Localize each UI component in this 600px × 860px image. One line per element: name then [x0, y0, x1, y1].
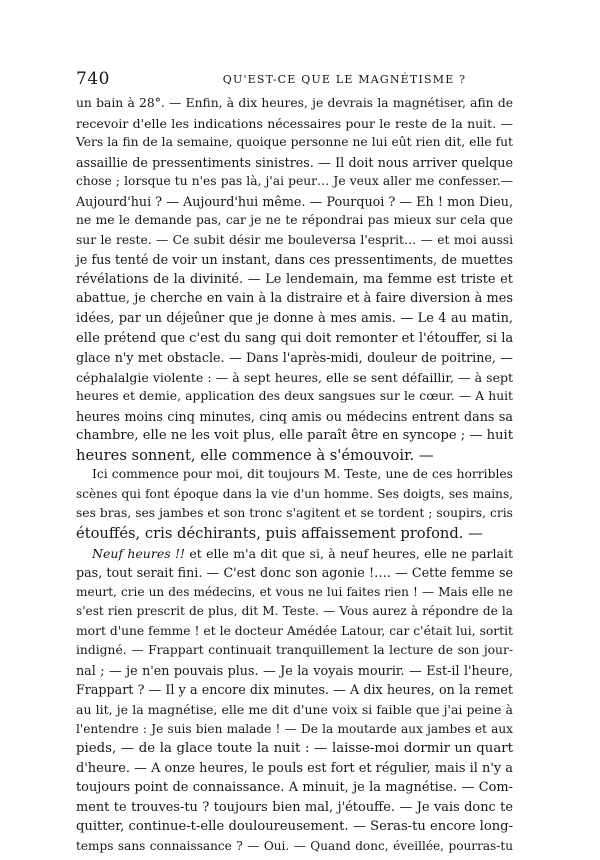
line-text: heures sonnent, elle commence à s'émouvoir. —: [76, 446, 434, 464]
page-header: [76, 70, 513, 88]
line-text: heures moins cinq minutes, cinq amis ou médecins entrent dans sa: [76, 408, 513, 424]
line-text: abattue, je cherche en vain à la distraire et à faire diversion à mes: [76, 291, 513, 307]
text-line: [76, 465, 513, 485]
text-line: [76, 563, 513, 583]
line-text: quitter, continue-t-elle douloureusement. — Seras-tu encore long-: [76, 819, 513, 835]
line-text: et elle m'a dit que si, à neuf heures, elle ne parlait: [185, 545, 514, 561]
line-text: Aujourd'hui ? — Aujourd'hui même. — Pourquoi ? — Eh ! mon Dieu,: [76, 193, 513, 209]
line-text: l'entendre : Je suis bien malade ! — De la moutarde aux jambes et aux: [76, 721, 513, 736]
line-text: Vers la fin de la semaine, quoique personne ne lui eût rien dit, elle fut: [76, 135, 513, 150]
line-text: un bain à 28°. — Enfin, à dix heures, je devrais la magnétiser, afin de: [76, 96, 513, 110]
text-line: [76, 250, 513, 270]
line-text: ses bras, ses jambes et son tronc s'agitent et se tordent ; soupirs, cris: [76, 506, 513, 521]
line-text: temps sans connaissance ? — Oui. — Quand donc, éveillée, pourras-tu: [76, 838, 513, 853]
line-text: s'est rien prescrit de plus, dit M. Teste. — Vous aurez à répondre de la: [76, 604, 513, 619]
text-line: [76, 270, 513, 290]
line-text: pieds, — de la glace toute la nuit : — laisse-moi dormir un quart: [76, 741, 513, 757]
text-line: [76, 426, 513, 446]
text-line: [76, 446, 513, 466]
line-text: toujours point de connaissance. A minuit, je la magnétise. — Com-: [76, 780, 513, 796]
text-line: [76, 504, 513, 524]
page-number: 740: [76, 69, 110, 89]
line-text: recevoir d'elle les indications nécessaires pour le reste de la nuit. —: [76, 115, 513, 131]
line-text: ment te trouves-tu ? toujours bien mal, j'étouffe. — Je vais donc te: [76, 799, 513, 815]
text-line: [76, 700, 513, 720]
text-line: [76, 622, 513, 642]
text-line: [76, 759, 513, 779]
line-text: scènes qui font époque dans la vie d'un homme. Ses doigts, ses mains,: [76, 486, 513, 501]
line-text: ne me le demande pas, car je ne te répondrai pas mieux sur cela que: [76, 213, 513, 228]
text-line: [76, 778, 513, 798]
line-text: meurt, crie un des médecins, et vous ne lui faites rien ! — Mais elle ne: [76, 584, 513, 599]
line-text: indigné. — Frappart continuait tranquillement la lecture de son jour-: [76, 643, 513, 658]
text-line: [76, 602, 513, 622]
text-line: [76, 524, 513, 544]
text-line: [76, 133, 513, 153]
text-line: [76, 192, 513, 212]
line-text: je fus tenté de voir un instant, dans ces pressentiments, de muettes: [76, 252, 513, 268]
text-line: [76, 231, 513, 251]
line-text: idées, par un déjeûner que je donne à mes amis. — Le 4 au matin,: [76, 311, 513, 327]
text-line: [76, 544, 513, 564]
text-line: [76, 309, 513, 329]
line-text: chose ; lorsque tu n'es pas là, j'ai peur… Je veux aller me confesser.—: [76, 174, 513, 189]
text-line: [76, 485, 513, 505]
line-text: Ici commence pour moi, dit toujours M. Teste, une de ces horribles: [92, 467, 513, 482]
line-text: chambre, elle ne les voit plus, elle paraît être en syncope ; — huit: [76, 428, 513, 444]
text-line: [76, 387, 513, 407]
text-line: [76, 329, 513, 349]
line-text: glace n'y met obstacle. — Dans l'après-midi, douleur de poitrine, —: [76, 350, 513, 366]
line-text: heures et demie, application des deux sangsues sur le cœur. — A huit: [76, 389, 513, 404]
text-line: [76, 153, 513, 173]
line-text: d'heure. — A onze heures, le pouls est fort et régulier, mais il n'y a: [76, 760, 513, 776]
text-line: [76, 641, 513, 661]
line-text: assaillie de pressentiments sinistres. — Il doit nous arriver quelque: [76, 154, 513, 170]
text-line: [76, 368, 513, 388]
line-text: sur le reste. — Ce subit désir me bouleversa l'esprit… — et moi aussi: [76, 232, 513, 247]
text-line: [76, 837, 513, 857]
line-text: elle prétend que c'est du sang qui doit remonter et l'étouffer, si la: [76, 330, 514, 346]
text-line: [76, 661, 513, 681]
line-text: au lit, je la magnétise, elle me dit d'une voix si faible que j'ai peine à: [76, 701, 513, 717]
line-text: étouffés, cris déchirants, puis affaissement profond. —: [76, 525, 483, 543]
line-text: nal ; — je n'en pouvais plus. — Je la voyais mourir. — Est-il l'heure,: [76, 662, 513, 678]
line-text: pas, tout serait fini. — C'est donc son agonie !…. — Cette femme se: [76, 565, 513, 581]
text-line: [76, 720, 513, 740]
text-line: [76, 407, 513, 427]
text-line: [76, 211, 513, 231]
line-text: Frappart ? — Il y a encore dix minutes. — A dix heures, on la remet: [76, 682, 513, 698]
body-text: [76, 94, 513, 856]
text-line: [76, 583, 513, 603]
text-line: [76, 348, 513, 368]
running-title: QU'EST-CE QUE LE MAGNÉTISME ?: [222, 73, 467, 86]
text-line: [76, 114, 513, 134]
text-line: [76, 680, 513, 700]
line-text: mort d'une femme ! et le docteur Amédée Latour, car c'était lui, sortit: [76, 623, 513, 638]
text-line: [76, 289, 513, 309]
text-line: [76, 798, 513, 818]
text-line: [76, 172, 513, 192]
text-line: [76, 739, 513, 759]
text-line: [76, 94, 513, 114]
italic-phrase: Neuf heures !!: [92, 545, 186, 561]
line-text: céphalalgie violente : — à sept heures, elle se sent défaillir, — à sept: [76, 369, 513, 385]
text-line: [76, 817, 513, 837]
line-text: révélations de la divinité. — Le lendemain, ma femme est triste et: [76, 271, 513, 287]
